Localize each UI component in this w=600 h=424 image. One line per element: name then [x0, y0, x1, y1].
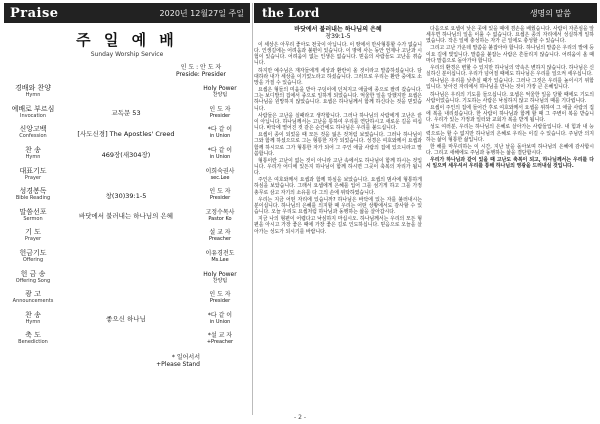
item-leader-en: Presider: [209, 298, 231, 305]
item-leader-en: 찬양팀: [212, 277, 228, 284]
order-item: [4, 185, 250, 206]
order-item: [4, 226, 250, 247]
item-name-en: Invocation: [19, 112, 47, 119]
item-content: 교독문 53: [111, 109, 141, 118]
item-name-en: Sermon: [23, 215, 43, 222]
item-name: 광 고: [25, 290, 41, 299]
item-name-en: Offering Song: [15, 277, 51, 284]
item-name-en: Prayer: [24, 236, 42, 243]
order-item: [4, 144, 250, 165]
order-item: [4, 288, 250, 309]
item-leader-en: Preacher: [208, 236, 232, 243]
item-name-en: Hymn: [25, 318, 41, 325]
presider-ko: 인 도 : 안 도 자: [180, 64, 222, 71]
item-leader-en: +Preacher: [206, 339, 234, 346]
item-content: 바닷에서 불러내는 하나님의 은혜: [78, 212, 174, 221]
sermon-section: [254, 3, 597, 415]
item-leader-en: in Union: [209, 318, 231, 325]
item-name: 경배와 찬양: [14, 84, 52, 93]
order-item: [4, 309, 250, 330]
sermon-paragraph: 그리고 고난 가운데 말씀을 붙잡아야 합니다. 하나님의 말씀은 우리의 발에 등이요 길에 빛입니다. 말씀을 붙잡는 사람은 흔들리지 않습니다. 어려움이 올 때마다 말씀으로 돌아가야 합니다.: [426, 45, 594, 64]
item-name: 헌금기도: [19, 249, 47, 258]
order-item: [4, 206, 250, 227]
sermon-body: [254, 26, 597, 236]
order-item: [4, 247, 250, 268]
item-leader: Holy Power: [203, 270, 237, 278]
sermon-paragraph: 요셉은 형들의 미움을 받아 구덩이에 던져지고 애굽에 종으로 팔려 갔습니다. 그는 보디발의 집에서 종으로 일하게 되었습니다. 억울한 일을 당했지만 요셉은 하나님을 원망하지 않았습니다. 요셉은 하나님께서 함께 하신다는 것을 믿었습니다.: [254, 87, 422, 112]
item-leader-en: 찬양팀: [212, 92, 228, 99]
item-name-en: Hymn: [25, 92, 41, 99]
item-leader-en: Presider: [209, 112, 231, 119]
item-name: 성경봉독: [19, 187, 47, 196]
sermon-column-left: [254, 26, 422, 236]
sermon-paragraph: 하지만 예수님은 재자들에게 세상과 환란이 올 것이라고 말씀하셨습니다. 담대하라 내가 세상을 이기었노라고 하셨습니다. 그러므로 우리는 환란 중에도 소망을 가질 수 있습니다.: [254, 67, 422, 86]
order-item: [4, 82, 250, 103]
item-leader-en: in Union: [209, 133, 231, 140]
item-leader-en: Pastor Ko: [208, 215, 232, 222]
item-name: 신앙고백: [19, 125, 47, 134]
sermon-paragraph: 요셉이 주인의 집에 들어간 후로 여호와께서 요셉을 위하여 그 애굽 사람의 집에 복을 내리셨습니다. 한 사람이 하나님과 함께 할 때 그 주변이 복을 받습니다. 우리가 있는 가정과 일터와 교회가 복을 받게 됩니다.: [426, 104, 594, 124]
item-leader: 인 도 자: [209, 188, 231, 196]
order-item: [4, 103, 250, 124]
item-name: 찬 송: [25, 146, 41, 155]
item-leader: 설 교 자: [209, 229, 231, 237]
page-number: - 2 -: [294, 414, 306, 421]
order-item: [4, 123, 250, 144]
sermon-paragraph: 하나님은 우리를 낮추실 때가 있습니다. 그러나 그것은 우리를 높이시기 위함입니다. 낮아진 자리에서 하나님을 만나는 것이 가장 큰 은혜입니다.: [426, 78, 594, 91]
lord-title: the Lord: [262, 6, 320, 20]
item-leader: *다 같 이: [207, 147, 233, 155]
order-of-service: [4, 82, 250, 350]
item-name-en: Offering: [22, 257, 44, 264]
item-name: 찬 송: [25, 310, 41, 319]
sermon-paragraph: 주인은 여호와께서 요셉과 함께 하심을 보았습니다. 요셉의 범사에 형통하게 하심을 보았습니다. 그래서 요셉에게 은혜를 입어 그를 섬기게 하고 그를 가정 총무로 삼고 자기의 소유를 다 그의 손에 위탁하였습니다.: [254, 177, 422, 196]
item-leader: 이희숙권사: [205, 167, 235, 175]
item-name: 헌 금 송: [20, 269, 46, 278]
sermon-paragraph: 형통이란 고난이 없는 것이 아니라 고난 속에서도 하나님이 함께 하시는 것입니다. 우리가 어디에 있든지 하나님이 함께 하시면 그곳이 축복의 자리가 됩니다.: [254, 157, 422, 177]
sermon-paragraph: 사람들은 고난을 실패라고 생각합니다. 그러나 하나님의 사람에게 고난은 끝이 아닙니다. 하나님께서는 고난을 통하여 우리를 연단하시고 새로운 길을 여십니다. 바닥에 떨어진 것 같은 순간에도 하나님은 우리를 붙드십니다.: [254, 112, 422, 132]
word-of-life-title: 생명의 말씀: [529, 8, 571, 18]
item-name-en: Confession: [19, 133, 47, 140]
item-leader-en: Presider: [209, 195, 231, 202]
item-name: 기 도: [25, 228, 41, 237]
service-date: 2020년 12월27일 주일: [159, 8, 244, 18]
item-content: 창(30)39:1-5: [105, 191, 147, 200]
item-name: 축 도: [25, 331, 41, 340]
item-name: 대표기도: [19, 166, 47, 175]
item-content: 좋으신 하나님: [106, 315, 146, 324]
order-item: [4, 164, 250, 185]
item-name-en: Announcements: [12, 298, 54, 305]
item-name: 말씀선포: [19, 207, 47, 216]
praise-title: Praise: [10, 5, 59, 21]
sermon-paragraph: 한 해를 마무리하는 이 시간, 지난 날을 돌아보며 하나님의 은혜에 감사합시다. 그리고 새해에도 주님과 동행하는 삶을 결단합시다.: [426, 143, 594, 156]
order-item: [4, 267, 250, 288]
item-leader-en: Ms.Lee: [211, 257, 229, 264]
item-leader: Holy Power: [203, 85, 237, 93]
item-leader: *다 같 이: [207, 126, 233, 134]
service-title: 주 일 예 배: [76, 31, 178, 49]
sermon-paragraph: 다음으로 요셉이 낮은 곳에 있을 때에 겸손을 배웠습니다. 사람이 자존심을 앞세우면 하나님의 일을 이룰 수 없습니다. 요셉은 종의 자리에서 성실하게 일하였습니다. 작은 일에 충성하는 자가 큰 일에도 충성할 수 있습니다.: [426, 26, 594, 45]
sermon-title: 바닷에서 불러내는 하나님의 은혜: [294, 26, 382, 33]
sermon-paragraph: 이 세상은 아무리 좋아도 천국이 아닙니다. 이 땅에서 만사형통할 수가 없습니다. 인생길에는 어려움과 불편이 있습니다. 이 땅에 사는 동안 언제나 고난과 시험이 있습니다. 어려움이 없는 인생은 없습니다. 믿음의 사람들도 고난을 겪습니다.: [254, 42, 422, 67]
standing-note: [4, 354, 250, 368]
item-leader: 인 도 자: [209, 291, 231, 299]
sermon-closing: 우리가 하나님과 같이 있을 때 고난도 축복이 되고, 하나님께서는 우리를 다시 일으켜 세우셔서 우리를 통해 하나님의 영광을 드러내실 것입니다.: [426, 157, 594, 170]
sermon-reference: 창39:1-5: [325, 33, 351, 40]
item-leader: 이유경전도: [205, 250, 235, 258]
sermon-paragraph: 지금 나의 형편이 어렵다고 낙심하지 마십시오. 하나님께서는 우리의 모든 형편을 아시고 가장 좋은 때에 가장 좋은 길로 인도하십니다. 믿음으로 오늘을 살아가는 성도가 되시기를 바랍니다.: [254, 216, 422, 235]
standing-note-en: +Please Stand: [156, 360, 200, 368]
item-name-en: Bible Reading: [15, 195, 51, 202]
item-content: 469장(새304장): [101, 150, 151, 159]
item-content: [사도신경] The Apostles' Creed: [77, 129, 175, 138]
order-item: [4, 329, 250, 350]
item-name-en: Benediction: [18, 339, 48, 346]
item-leader-en: in Union: [209, 154, 231, 161]
sermon-paragraph: 요셉이 종이 되었을 때 모든 것을 잃은 것처럼 보였습니다. 그러나 하나님이 그와 함께 하셨으므로 그는 형통한 자가 되었습니다. 성경은 여호와께서 요셉과 함께 하시므로 그가 형통한 자가 되어 그 주인 애굽 사람의 집에 있으니라고 말씀합니다.: [254, 132, 422, 157]
worship-order-section: [4, 3, 250, 415]
item-name-en: Prayer: [24, 174, 42, 181]
sermon-paragraph: 우리는 지금 어떤 자리에 있습니까? 하나님은 바닥에 있는 자를 불러내시는 분이십니다. 하나님의 은혜를 의지할 때 우리는 어떤 상황에서도 감사할 수 있습니다. 오늘 우리도 요셉처럼 하나님과 동행하는 삶을 살아갑시다.: [254, 196, 422, 216]
sermon-column-right: [426, 26, 594, 236]
item-leader: *설 교 자: [207, 332, 233, 340]
item-leader-en: sec.Lee: [210, 174, 230, 181]
praise-header: [4, 3, 250, 23]
sermon-paragraph: 하나님은 우리의 기도를 들으십니다. 요셉은 억울한 일을 당할 때에도 기도의 사람이었습니다. 기도하는 사람은 낙심하지 않고 하나님의 때를 기다립니다.: [426, 91, 594, 104]
presider-en: Preside: Presider: [175, 71, 226, 78]
sermon-paragraph: 우리의 환경은 변할 수 있지만 하나님의 약속은 변하지 않습니다. 하나님은 신실하신 분이십니다. 우리가 넘어질 때에도 하나님은 우리를 일으켜 세우십니다.: [426, 64, 594, 78]
standing-note-ko: * 일어서서: [171, 353, 200, 361]
item-leader: 고정수목사: [205, 208, 235, 216]
item-leader: 인 도 자: [209, 105, 231, 113]
presider-block: [4, 64, 250, 78]
lord-header: [254, 3, 597, 23]
item-name-en: Hymn: [25, 154, 41, 161]
service-subtitle: Sunday Worship Service: [90, 51, 164, 58]
sermon-paragraph: 성도 여러분, 우리는 하나님의 은혜로 살아가는 사람들입니다. 내 힘과 내 능력으로는 할 수 없지만 하나님의 은혜로 우리는 이길 수 있습니다. 주님만 의지하는 삶이 형통한 삶입니다.: [426, 124, 594, 143]
item-leader: *다 같 이: [207, 311, 233, 319]
item-name: 예배로 부르심: [11, 104, 55, 113]
column-divider: [252, 3, 253, 415]
